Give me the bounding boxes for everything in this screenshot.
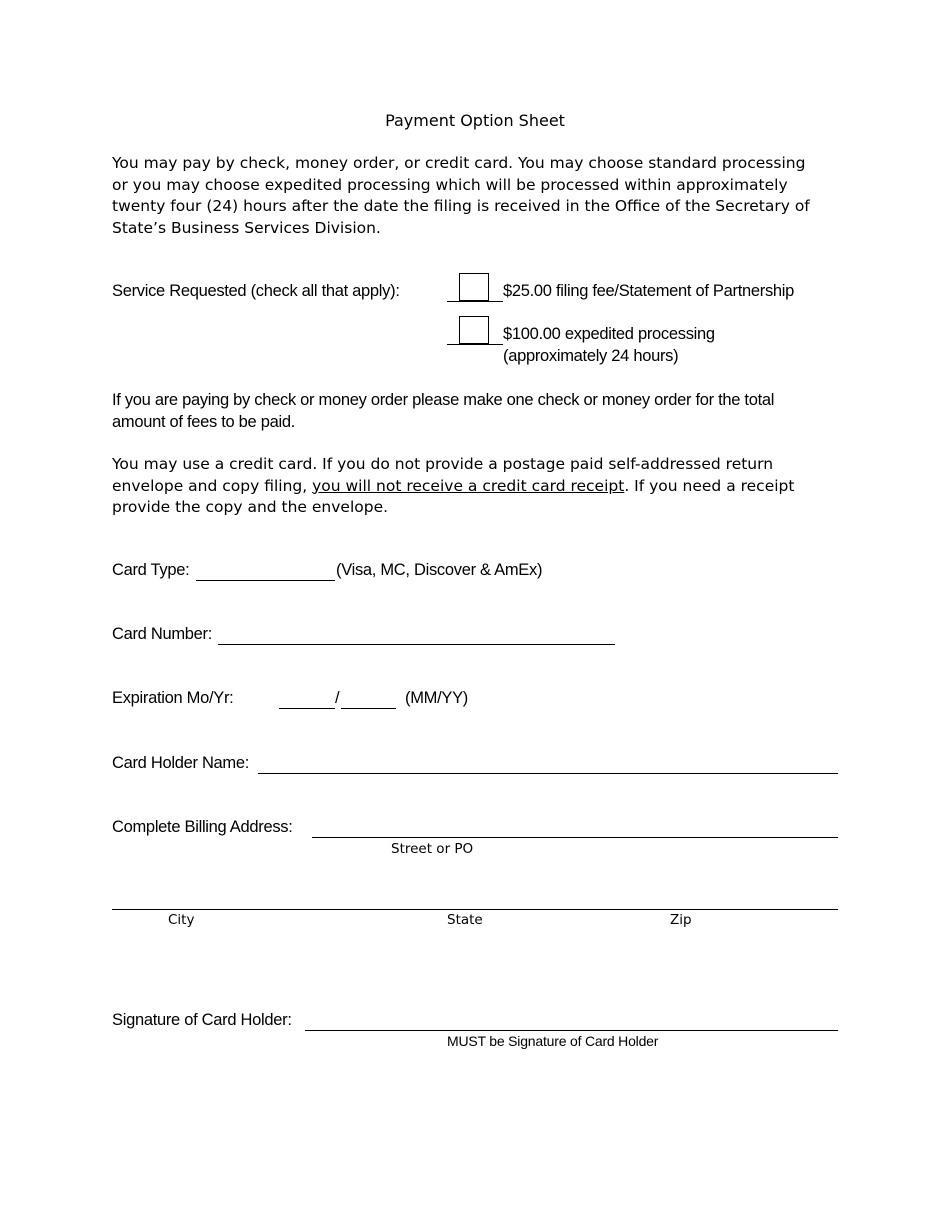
card-holder-name-input-line[interactable] [258, 773, 838, 774]
credit-note-line-3: provide the copy and the envelope. [112, 498, 389, 517]
card-holder-name-label: Card Holder Name: [112, 754, 250, 772]
service-option-1-line [447, 301, 503, 302]
credit-note-line-1: You may use a credit card. If you do not provide a postage paid self-addressed return [112, 455, 774, 473]
check-note [112, 390, 852, 433]
service-requested-label: Service Requested (check all that apply): [112, 282, 400, 300]
intro-line-3: twenty four (24) hours after the date the filing is received in the Office of the Secretary of [112, 197, 810, 216]
city-caption: City [168, 912, 195, 928]
page-title: Payment Option Sheet [385, 111, 565, 130]
state-caption: State [447, 912, 483, 928]
intro-line-2: or you may choose expedited processing which will be processed within approximately [112, 175, 788, 194]
expiration-hint: (MM/YY) [405, 689, 468, 707]
expiration-separator: / [335, 689, 340, 707]
check-note-line-2: amount of fees to be paid. [112, 412, 295, 431]
card-number-label: Card Number: [112, 625, 213, 643]
intro-line-1: You may pay by check, money order, or credit card. You may choose standard processing [112, 154, 806, 172]
credit-receipt-warning: you will not receive a credit card receipt [312, 476, 625, 495]
intro-paragraph [112, 153, 842, 239]
signature-caption: MUST be Signature of Card Holder [447, 1033, 659, 1049]
signature-input-line[interactable] [305, 1030, 838, 1031]
service-option-2-checkbox[interactable] [459, 316, 489, 344]
card-type-hint: (Visa, MC, Discover & AmEx) [336, 561, 543, 579]
billing-street-input-line[interactable] [312, 837, 838, 838]
card-type-input-line[interactable] [196, 580, 335, 581]
service-option-1-label: $25.00 filing fee/Statement of Partnership [503, 282, 795, 300]
credit-note-line-2-post: . If you need a receipt [624, 476, 795, 495]
service-option-1-checkbox[interactable] [459, 273, 489, 301]
card-number-input-line[interactable] [218, 644, 615, 645]
expiration-month-line[interactable] [279, 708, 335, 709]
expiration-year-line[interactable] [341, 708, 396, 709]
intro-line-4: State’s Business Services Division. [112, 218, 381, 237]
street-caption: Street or PO [391, 841, 474, 857]
credit-note-line-2-pre: envelope and copy filing, [112, 476, 313, 495]
check-note-line-1: If you are paying by check or money order please make one check or money order for the total [112, 391, 775, 409]
zip-caption: Zip [670, 912, 692, 928]
credit-note-line-2 [112, 476, 842, 498]
billing-address-label: Complete Billing Address: [112, 818, 293, 836]
expiration-label: Expiration Mo/Yr: [112, 689, 234, 707]
service-option-2-label: $100.00 expedited processing [503, 325, 715, 343]
card-type-label: Card Type: [112, 561, 190, 579]
service-option-2-sublabel: (approximately 24 hours) [503, 347, 679, 365]
signature-label: Signature of Card Holder: [112, 1011, 292, 1029]
service-option-2-line [447, 344, 503, 345]
credit-note [112, 454, 842, 519]
billing-city-state-zip-line[interactable] [112, 909, 838, 910]
